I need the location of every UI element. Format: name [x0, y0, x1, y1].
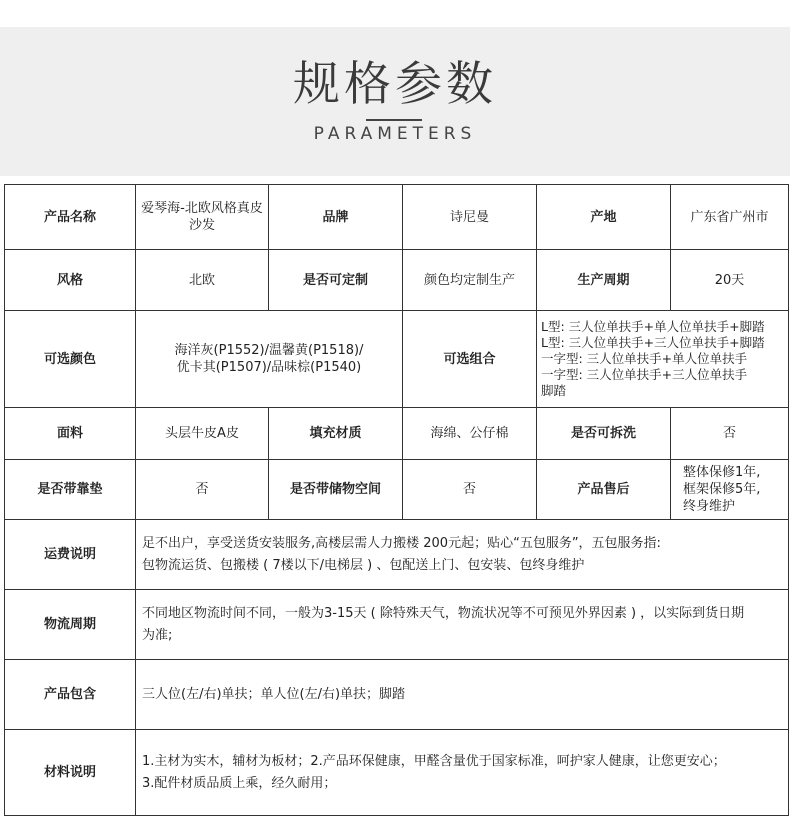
spec-value-combinations	[537, 311, 789, 408]
spec-value: 北欧	[136, 250, 269, 311]
spec-value: 否	[671, 408, 789, 460]
spec-label: 是否可拆洗	[537, 408, 671, 460]
table-row	[5, 660, 789, 730]
spec-label: 产品包含	[5, 660, 136, 730]
combination-line: 一字型: 三人位单扶手+三人位单扶手	[541, 367, 748, 382]
spec-value: 海绵、公仔棉	[403, 408, 537, 460]
table-row	[5, 520, 789, 590]
title-divider	[366, 119, 422, 121]
spec-label: 品牌	[269, 185, 403, 250]
desc-line: 包物流运货、包搬楼 ( 7楼以下/电梯层 ) 、包配送上门、包安装、包终身维护	[142, 557, 585, 573]
table-row	[5, 730, 789, 816]
spec-label: 填充材质	[269, 408, 403, 460]
spec-label: 面料	[5, 408, 136, 460]
spec-label: 生产周期	[537, 250, 671, 311]
after-sales-line: 框架保修5年,	[683, 482, 761, 497]
color-line: 优卡其(P1507)/品味棕(P1540)	[176, 360, 362, 375]
header-banner	[0, 27, 790, 176]
table-row	[5, 460, 789, 520]
spec-value: 爱琴海-北欧风格真皮沙发	[136, 185, 269, 250]
spec-label: 材料说明	[5, 730, 136, 816]
spec-label: 风格	[5, 250, 136, 311]
desc-line: 足不出户，享受送货安装服务,高楼层需人力搬楼 200元起；贴心“五包服务”，五包服务指:	[142, 535, 661, 551]
spec-value: 三人位(左/右)单扶；单人位(左/右)单扶；脚踏	[136, 660, 789, 730]
spec-label: 是否带靠垫	[5, 460, 136, 520]
spec-value-colors	[136, 311, 403, 408]
spec-label: 产品售后	[537, 460, 671, 520]
spec-label: 物流周期	[5, 590, 136, 660]
combination-line: 脚踏	[541, 383, 567, 398]
spec-value: 诗尼曼	[403, 185, 537, 250]
table-row	[5, 311, 789, 408]
desc-line: 1.主材为实木，辅材为板材；2.产品环保健康，甲醛含量优于国家标准，呵护家人健康，让您更安心；	[142, 753, 726, 769]
table-row	[5, 185, 789, 250]
table-row	[5, 590, 789, 660]
spec-label: 是否可定制	[269, 250, 403, 311]
spec-label: 可选组合	[403, 311, 537, 408]
spec-label: 运费说明	[5, 520, 136, 590]
page-subtitle: PARAMETERS	[313, 124, 477, 144]
spec-value: 颜色均定制生产	[403, 250, 537, 311]
spec-value: 否	[136, 460, 269, 520]
spec-value: 广东省广州市	[671, 185, 789, 250]
combination-line: 一字型: 三人位单扶手+单人位单扶手	[541, 351, 748, 366]
desc-line: 不同地区物流时间不同，一般为3-15天 ( 除特殊天气，物流状况等不可预见外界因素 ) ，以实际到货日期	[142, 605, 745, 621]
page-title: 规格参数	[293, 57, 497, 112]
spec-value-after-sales	[671, 460, 789, 520]
spec-value: 20天	[671, 250, 789, 311]
spec-value: 头层牛皮A皮	[136, 408, 269, 460]
table-row	[5, 408, 789, 460]
color-line: 海洋灰(P1552)/温馨黄(P1518)/	[174, 343, 364, 358]
spec-label: 产地	[537, 185, 671, 250]
spec-value-shipping	[136, 520, 789, 590]
desc-line: 3.配件材质品质上乘，经久耐用；	[142, 775, 337, 791]
after-sales-line: 终身维护	[683, 499, 736, 514]
after-sales-line: 整体保修1年,	[683, 465, 761, 480]
combination-line: L型: 三人位单扶手+单人位单扶手+脚踏	[541, 319, 765, 334]
spec-label: 产品名称	[5, 185, 136, 250]
combination-line: L型: 三人位单扶手+三人位单扶手+脚踏	[541, 335, 765, 350]
spec-value-materials	[136, 730, 789, 816]
spec-value: 否	[403, 460, 537, 520]
table-row	[5, 250, 789, 311]
spec-label: 可选颜色	[5, 311, 136, 408]
desc-line: 为准;	[142, 627, 173, 643]
spec-table	[4, 184, 789, 816]
spec-label: 是否带储物空间	[269, 460, 403, 520]
spec-value-logistics	[136, 590, 789, 660]
